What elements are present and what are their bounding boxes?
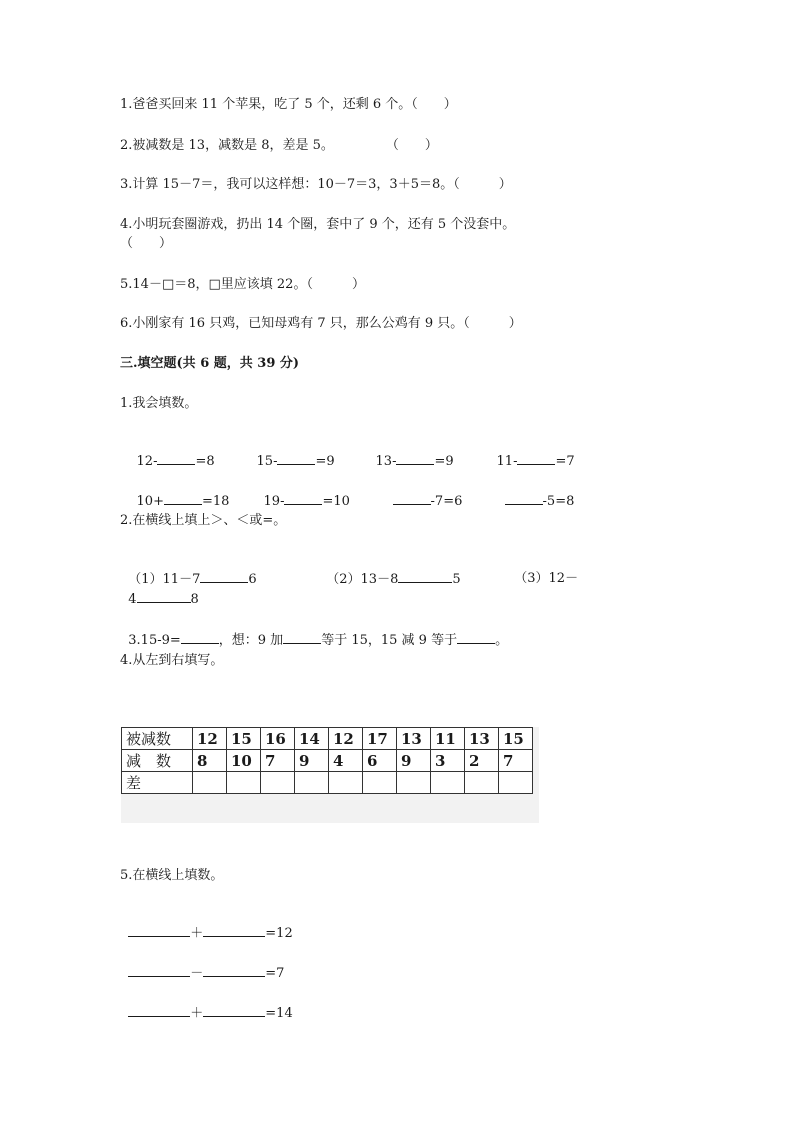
compare-expr: （3）12－: [514, 571, 579, 586]
q3-text: 3.15-9=: [128, 633, 181, 648]
subtrahend-cell: 6: [363, 750, 397, 772]
expr-suffix: -5=8: [542, 494, 575, 509]
operator: ＋: [190, 926, 204, 941]
expr-suffix: =9: [315, 454, 335, 469]
answer-blank[interactable]: [517, 452, 555, 465]
answer-blank[interactable]: [203, 1004, 265, 1017]
operator: ＋: [190, 1006, 204, 1021]
expr-prefix: 15-: [256, 454, 278, 469]
minuend-cell: 11: [431, 728, 465, 750]
compare-item-3-cont: [120, 572, 199, 609]
answer-blank[interactable]: [137, 590, 191, 603]
answer-blank[interactable]: [128, 924, 190, 937]
minuend-cell: 13: [465, 728, 499, 750]
fill-question-3: [120, 613, 508, 650]
table-row-difference: [122, 772, 533, 794]
minuend-cell: 14: [295, 728, 329, 750]
expr-prefix: 11-: [496, 454, 518, 469]
result-text: =12: [265, 926, 293, 941]
answer-blank[interactable]: [457, 631, 495, 644]
result-text: =14: [265, 1006, 293, 1021]
compare-item-3: [506, 552, 578, 588]
expr-suffix: =10: [322, 494, 350, 509]
difference-cell[interactable]: [261, 772, 295, 794]
compare-expr: 4: [128, 592, 137, 607]
compare-expr: （2）13－8: [326, 572, 399, 587]
compare-value: 5: [452, 572, 461, 587]
answer-blank[interactable]: [128, 964, 190, 977]
minuend-cell: 17: [363, 728, 397, 750]
expr-suffix: =8: [195, 454, 215, 469]
answer-blank[interactable]: [277, 452, 315, 465]
expr-prefix: 19-: [263, 494, 285, 509]
difference-cell[interactable]: [295, 772, 329, 794]
answer-blank[interactable]: [128, 1004, 190, 1017]
table-row-subtrahend: [122, 750, 533, 772]
difference-cell[interactable]: [193, 772, 227, 794]
subtrahend-cell: 2: [465, 750, 499, 772]
judge-question-3: 3.计算 15－7＝，我可以这样想：10－7＝3，3＋5＝8。（ ）: [120, 177, 512, 192]
fill-question-4-title: 4.从左到右填写。: [120, 653, 224, 668]
answer-blank[interactable]: [284, 492, 322, 505]
difference-cell[interactable]: [431, 772, 465, 794]
compare-value: 6: [248, 572, 257, 587]
answer-blank[interactable]: [505, 492, 543, 505]
answer-blank[interactable]: [157, 452, 195, 465]
answer-blank[interactable]: [203, 964, 265, 977]
expr-prefix: 10+: [136, 494, 164, 509]
q5-line-2: [120, 946, 284, 983]
q3-text: 等于 15，15 减 9 等于: [321, 633, 458, 648]
difference-cell[interactable]: [397, 772, 431, 794]
subtrahend-cell: 9: [397, 750, 431, 772]
difference-cell[interactable]: [499, 772, 533, 794]
judge-question-6: 6.小刚家有 16 只鸡，已知母鸡有 7 只，那么公鸡有 9 只。（ ）: [120, 316, 522, 331]
minuend-cell: 13: [397, 728, 431, 750]
expr-prefix: 12-: [136, 454, 158, 469]
fill-question-2-title: 2.在横线上填上＞、＜或=。: [120, 513, 287, 528]
fill-item: [376, 474, 462, 529]
compare-item-2: [318, 552, 461, 589]
q3-text: ，想：9 加: [218, 633, 284, 648]
minuend-cell: 12: [329, 728, 363, 750]
subtrahend-cell: 3: [431, 750, 465, 772]
judge-question-5: 5.14－□＝8，□里应该填 22。（ ）: [120, 277, 365, 292]
fill-question-5-title: 5.在横线上填数。: [120, 868, 224, 883]
subtrahend-cell: 8: [193, 750, 227, 772]
subtrahend-cell: 9: [295, 750, 329, 772]
subtrahend-cell: 4: [329, 750, 363, 772]
operator: －: [190, 966, 204, 981]
answer-blank[interactable]: [203, 924, 265, 937]
judge-question-1: 1.爸爸买回来 11 个苹果，吃了 5 个，还剩 6 个。（ ）: [120, 97, 457, 112]
subtrahend-cell: 10: [227, 750, 261, 772]
difference-cell[interactable]: [329, 772, 363, 794]
fill-question-1-title: 1.我会填数。: [120, 396, 198, 411]
difference-cell[interactable]: [363, 772, 397, 794]
expr-suffix: =18: [201, 494, 230, 509]
row-label-minuend: 被减数: [122, 728, 193, 750]
answer-blank[interactable]: [164, 492, 202, 505]
row-label-difference: 差: [122, 772, 193, 794]
judge-question-4-bracket: （ ）: [120, 236, 173, 251]
compare-expr: （1）11－7: [128, 572, 201, 587]
expr-suffix: =7: [555, 454, 575, 469]
q5-line-1: [120, 906, 293, 943]
expr-suffix: =9: [434, 454, 454, 469]
answer-blank[interactable]: [396, 452, 434, 465]
answer-blank[interactable]: [181, 631, 219, 644]
expr-suffix: -7=6: [430, 494, 463, 509]
subtraction-table: [121, 727, 533, 794]
minuend-cell: 15: [227, 728, 261, 750]
section-heading: 三.填空题(共 6 题，共 39 分): [120, 356, 300, 371]
compare-value: 8: [190, 592, 199, 607]
fill-item: [488, 474, 574, 529]
judge-question-2: 2.被减数是 13，减数是 8，差是 5。 （ ）: [120, 138, 438, 153]
answer-blank[interactable]: [393, 492, 431, 505]
q5-line-3: [120, 986, 293, 1023]
row-label-subtrahend: 减 数: [122, 750, 193, 772]
answer-blank[interactable]: [283, 631, 321, 644]
subtrahend-cell: 7: [261, 750, 295, 772]
result-text: =7: [265, 966, 285, 981]
subtrahend-cell: 7: [499, 750, 533, 772]
judge-question-4: 4.小明玩套圈游戏，扔出 14 个圈，套中了 9 个，还有 5 个没套中。: [120, 217, 516, 232]
minuend-cell: 15: [499, 728, 533, 750]
minuend-cell: 12: [193, 728, 227, 750]
answer-blank[interactable]: [398, 570, 452, 583]
q3-text: 。: [495, 633, 509, 648]
difference-cell[interactable]: [227, 772, 261, 794]
difference-cell[interactable]: [465, 772, 499, 794]
minuend-cell: 16: [261, 728, 295, 750]
answer-blank[interactable]: [200, 570, 248, 583]
table-row-minuend: [122, 728, 533, 750]
expr-prefix: 13-: [375, 454, 397, 469]
